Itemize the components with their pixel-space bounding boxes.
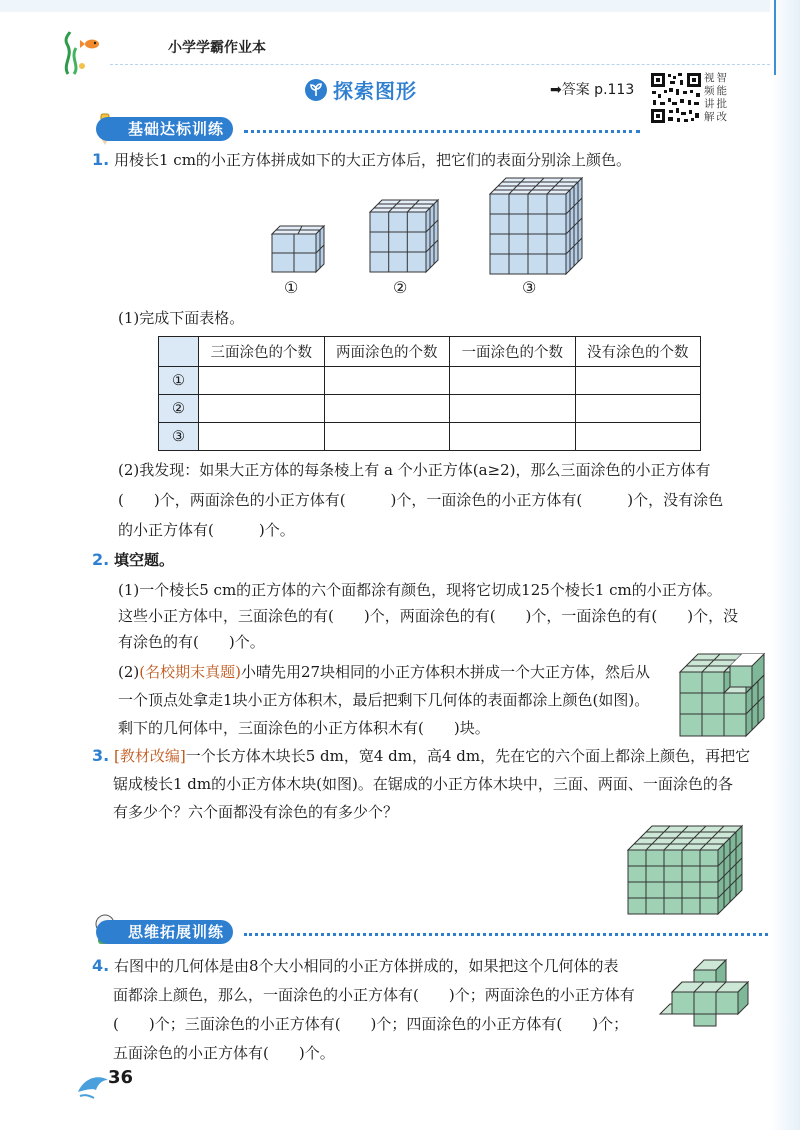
dolphin-icon bbox=[76, 1070, 110, 1100]
section-basic-dots bbox=[244, 130, 640, 133]
q1-part2-line2: ( )个，两面涂色的小正方体有( )个，一面涂色的小正方体有( )个，没有涂色 bbox=[118, 491, 724, 509]
top-band bbox=[0, 0, 800, 12]
section-extend-dots bbox=[244, 933, 768, 936]
table-header-cell: 没有涂色的个数 bbox=[575, 337, 701, 367]
q2-stem bbox=[92, 550, 174, 570]
qr-code-icon[interactable] bbox=[650, 72, 702, 124]
cube-figure-1 bbox=[272, 226, 324, 272]
cuboid-figure bbox=[628, 826, 742, 914]
answer-cell[interactable] bbox=[450, 423, 576, 451]
answer-cell[interactable] bbox=[324, 395, 450, 423]
q4-line3: ( )个；三面涂色的小正方体有( )个；四面涂色的小正方体有( )个； bbox=[113, 1015, 629, 1033]
table-header-cell: 两面涂色的个数 bbox=[324, 337, 450, 367]
q2-p1-line1: (1)一个棱长5 cm的正方体的六个面都涂有颜色，现将它切成125个棱长1 cm的小正方体。 bbox=[118, 581, 722, 599]
cube-figure-2 bbox=[370, 200, 438, 272]
q2-p2-line3: 剩下的几何体中，三面涂色的小正方体积木有( )块。 bbox=[118, 719, 490, 737]
page-edge-line bbox=[774, 0, 776, 75]
q4-line4: 五面涂色的小正方体有( )个。 bbox=[113, 1044, 335, 1062]
q4-line1: 4. 右图中的几何体是由8个大小相同的小正方体拼成的，如果把这个几何体的表 bbox=[92, 956, 619, 975]
q1-part2-line3: 的小正方体有( )个。 bbox=[118, 521, 295, 539]
q4-number: 4. bbox=[92, 956, 110, 975]
fig-label-1: ① bbox=[284, 278, 299, 297]
eight-cube-figure bbox=[660, 960, 760, 1026]
answer-cell[interactable] bbox=[575, 423, 701, 451]
table-row-label: ① bbox=[159, 367, 199, 395]
q1-text: 用棱长1 cm的小正方体拼成如下的大正方体后，把它们的表面分别涂上颜色。 bbox=[114, 151, 631, 169]
q2-p1-line2: 这些小正方体中，三面涂色的有( )个，两面涂色的有( )个，一面涂色的有( )个，没 bbox=[118, 607, 739, 625]
table-header-row bbox=[159, 337, 701, 367]
page-edge bbox=[770, 0, 800, 1130]
answer-cell[interactable] bbox=[575, 395, 701, 423]
q3-line2: 锯成棱长1 dm的小正方体木块(如图)。在锯成的小正方体木块中，三面、两面、一面涂色的各 bbox=[113, 775, 733, 793]
q3-source-tag: [教材改编] bbox=[114, 747, 186, 765]
cube-figure-corner-removed bbox=[680, 654, 764, 736]
q3-line3: 有多少个？六个面都没有涂色的有多少个？ bbox=[113, 803, 399, 821]
q1-part2-line1: (2)我发现：如果大正方体的每条棱上有 a 个小正方体(a≥2)，那么三面涂色的小正方体有 bbox=[118, 461, 711, 479]
table-row bbox=[159, 423, 701, 451]
table-row bbox=[159, 395, 701, 423]
answer-cell[interactable] bbox=[199, 367, 325, 395]
table-row bbox=[159, 367, 701, 395]
answer-cell[interactable] bbox=[199, 395, 325, 423]
page-number: 36 bbox=[108, 1067, 134, 1088]
page-title: 探索图形 bbox=[333, 79, 417, 103]
qr-caption: 视 智 频 能 讲 批 解 改 bbox=[704, 72, 727, 123]
answer-cell[interactable] bbox=[575, 367, 701, 395]
answer-cell[interactable] bbox=[324, 423, 450, 451]
answer-cell[interactable] bbox=[199, 423, 325, 451]
book-name: 小学学霸作业本 bbox=[168, 40, 266, 56]
table-header-cell bbox=[159, 337, 199, 367]
q2-source-tag: (名校期末真题) bbox=[139, 663, 241, 681]
q1-table bbox=[158, 336, 701, 451]
answer-reference: ➡答案 p.113 bbox=[550, 82, 635, 98]
section-basic-tag: 基础达标训练 bbox=[96, 117, 233, 141]
cube-figure-3 bbox=[490, 178, 582, 274]
answer-cell[interactable] bbox=[450, 395, 576, 423]
sprout-icon bbox=[305, 79, 327, 101]
q1-number: 1. bbox=[92, 150, 110, 169]
q2-text: 填空题。 bbox=[114, 551, 175, 569]
q2-p2-line2: 一个顶点处拿走1块小正方体积木，最后把剩下几何体的表面都涂上颜色(如图)。 bbox=[118, 691, 650, 709]
page-title-group bbox=[305, 75, 417, 104]
header-rule bbox=[110, 64, 770, 65]
fig-label-2: ② bbox=[393, 278, 408, 297]
q2-p2-line1: (2)(名校期末真题)小晴先用27块相同的小正方体积木拼成一个大正方体，然后从 bbox=[118, 663, 651, 681]
table-header-cell: 一面涂色的个数 bbox=[450, 337, 576, 367]
table-row-label: ② bbox=[159, 395, 199, 423]
q1-stem bbox=[92, 150, 631, 170]
table-header-cell: 三面涂色的个数 bbox=[199, 337, 325, 367]
fig-label-3: ③ bbox=[522, 278, 537, 297]
q2-number: 2. bbox=[92, 550, 110, 569]
q3-line1: 3. [教材改编]一个长方体木块长5 dm，宽4 dm，高4 dm，先在它的六个面上都涂上颜色，再把它 bbox=[92, 746, 751, 765]
answer-cell[interactable] bbox=[324, 367, 450, 395]
section-extend-tag: 思维拓展训练 bbox=[96, 920, 233, 944]
table-row-label: ③ bbox=[159, 423, 199, 451]
q3-number: 3. bbox=[92, 746, 110, 765]
answer-cell[interactable] bbox=[450, 367, 576, 395]
q1-part1: (1)完成下面表格。 bbox=[118, 309, 245, 327]
seaweed-logo-icon bbox=[58, 30, 108, 75]
q4-line2: 面都涂上颜色，那么，一面涂色的小正方体有( )个；两面涂色的小正方体有 bbox=[113, 986, 635, 1004]
q2-p1-line3: 有涂色的有( )个。 bbox=[118, 633, 265, 651]
